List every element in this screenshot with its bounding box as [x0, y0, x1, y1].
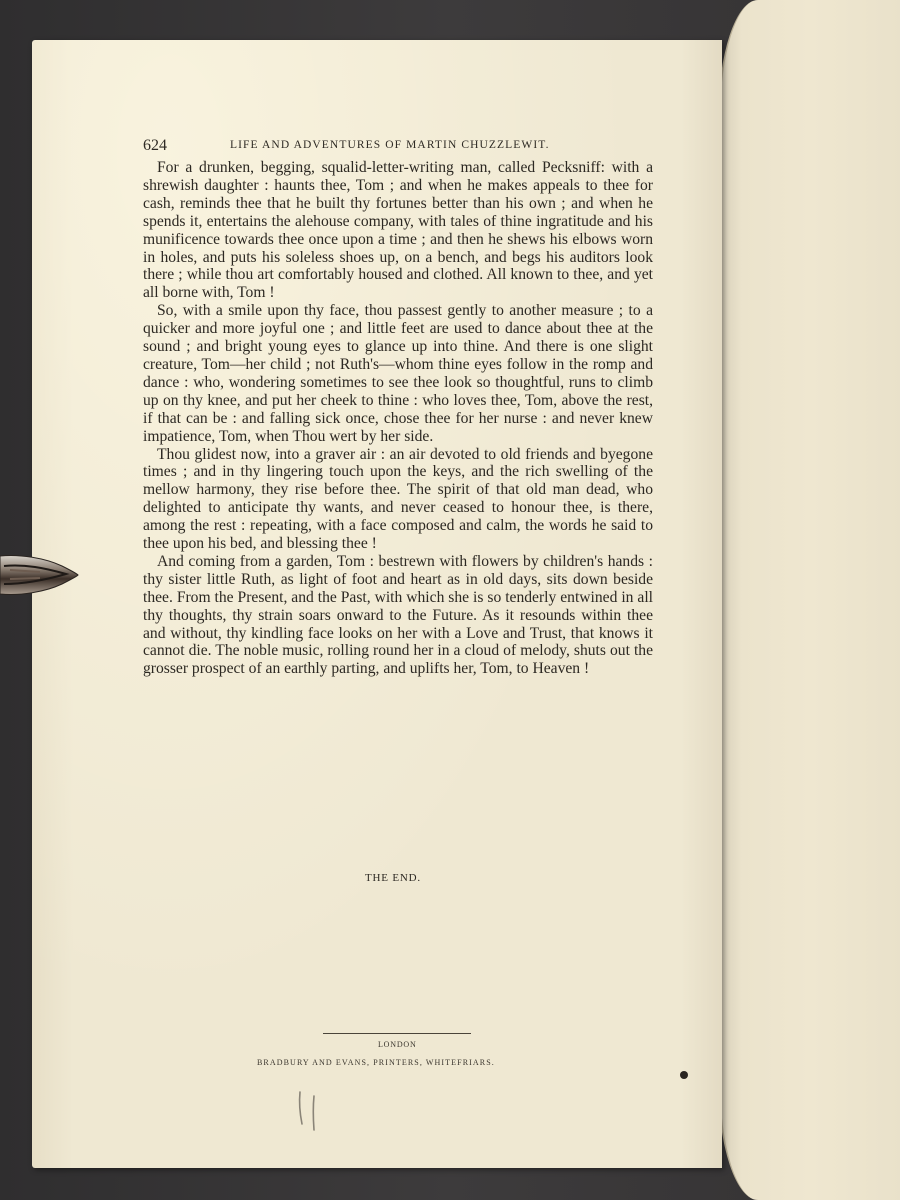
- running-head-title: LIFE AND ADVENTURES OF MARTIN CHUZZLEWIT.: [230, 139, 550, 151]
- running-header: [143, 137, 655, 157]
- pencil-mark-icon: [296, 1086, 324, 1136]
- imprint-printer: BRADBURY AND EVANS, PRINTERS, WHITEFRIARS.: [257, 1058, 495, 1067]
- the-end-label: THE END.: [365, 872, 421, 884]
- imprint-city: LONDON: [378, 1040, 417, 1049]
- imprint-divider: [323, 1033, 471, 1034]
- ink-spot: [680, 1071, 688, 1079]
- page-clip-icon: [0, 548, 80, 602]
- body-text: [143, 159, 653, 678]
- paragraph: For a drunken, begging, squalid-letter-writing man, called Pecksniff: with a shrewish daughter : haunts thee, Tom ; and when he makes appeals to thee for cash, reminds thee that he built thy fortunes better than his own ; and when he spends it, entertains the alehouse company, with tales of thine ingratitude and his munificence towards thee once upon a time ; and then he shews his elbows worn in holes, and puts his soleless shoes up, on a bench, and begs his auditors look there ; while thou art comfortably housed and clothed. All known to thee, and yet all borne with, Tom !: [143, 159, 653, 302]
- paragraph: So, with a smile upon thy face, thou passest gently to another measure ; to a quicker and more joyful one ; and little feet are used to dance about thee at the sound ; and bright young eyes to glance up into thine. And there is one slight creature, Tom—her child ; not Ruth's—whom thine eyes follow in the romp and dance : who, wondering sometimes to see thee look so thoughtful, runs to climb up on thy knee, and put her cheek to thine : who loves thee, Tom, above the rest, if that can be : and falling sick once, chose thee for her nurse : and never knew impatience, Tom, when Thou wert by her side.: [143, 302, 653, 445]
- page-number: 624: [143, 137, 167, 154]
- paragraph: And coming from a garden, Tom : bestrewn with flowers by children's hands : thy sister little Ruth, as light of foot and heart as in old days, sits down beside thee. From the Present, and the Past, with which she is so tenderly entwined in all thy thoughts, thy strain soars onward to the Future. As it resounds within thee and without, thy kindling face looks on her with a Love and Trust, that knows it cannot die. The noble music, rolling round her in a cloud of melody, shuts out the grosser prospect of an earthly parting, and uplifts her, Tom, to Heaven !: [143, 552, 653, 678]
- facing-page-edge: [718, 0, 900, 1200]
- paragraph: Thou glidest now, into a graver air : an air devoted to old friends and byegone times ; and in thy lingering touch upon the keys, and the rich swelling of the mellow harmony, they rise before thee. The spirit of that old man dead, who delighted to anticipate thy wants, and never ceased to honour thee, is there, among the rest : repeating, with a face composed and calm, the words he said to thee upon his bed, and blessing thee !: [143, 445, 653, 553]
